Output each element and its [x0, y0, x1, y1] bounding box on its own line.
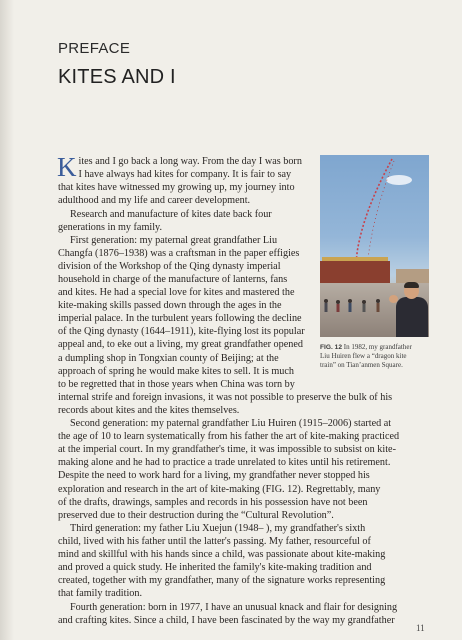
text-line: kite-making skills passed down through the ages in the	[58, 300, 282, 312]
text-line: preserved due to their destruction during the “Cultural Revolution”.	[58, 509, 334, 521]
text-line: exploration and research in the art of kite-making (FIG. 12). Regrettably, many	[58, 483, 381, 495]
text-line: to be regretted that in those years when China was torn by	[58, 378, 295, 390]
paragraph-first-generation-continued	[58, 378, 418, 417]
text-line: and kites. He had a special love for kites and mastered the	[58, 287, 295, 299]
paragraph-first-generation	[58, 234, 314, 378]
text-line: imperial palace. In the turbulent years following the decline	[58, 313, 302, 325]
text-line: at the imperial court. In my grandfather's time, it was impossible to subsist on kite-	[58, 444, 396, 456]
text-line: approach of spring he would make kites to sell. It is much	[58, 365, 294, 377]
text-line: making alone and he had to practice a trade unrelated to kites until his retirement.	[58, 457, 391, 469]
caption-line: train” on Tian’anmen Square.	[320, 360, 403, 369]
side-building	[396, 269, 429, 283]
text-line: I have always had kites for company. It is fair to say	[78, 169, 292, 181]
intro-paragraph	[57, 152, 314, 207]
text-line: of the Qing dynasty (1644–1911), kite-flying lost its popular	[58, 326, 305, 338]
text-line: household in charge of the manufacture of lanterns, fans	[58, 273, 288, 285]
text-line: division of the Workshop of the Qing dynasty imperial	[58, 260, 281, 272]
text-line: Fourth generation: born in 1977, I have an unusual knack and flair for designing	[70, 601, 398, 613]
text-line: Research and manufacture of kites date back four	[70, 208, 272, 220]
text-line: generations in my family.	[58, 221, 163, 233]
crowd	[320, 295, 390, 315]
page-title: KITES AND I	[58, 66, 176, 88]
text-line: Third generation: my father Liu Xuejun (1948– ), my grandfather's sixth	[70, 522, 366, 534]
figure-label: FIG. 12	[320, 344, 342, 351]
text-line: appeal and, to eke out a living, my great grandfather opened	[58, 339, 303, 351]
text-line: Changfa (1876–1938) was a craftsman in the paper effigies	[58, 247, 300, 259]
text-line: Second generation: my paternal grandfather Liu Huiren (1915–2006) started at	[70, 418, 392, 430]
text-line: First generation: my paternal great grandfather Liu	[70, 234, 278, 246]
paragraph-third-generation	[58, 522, 418, 601]
figure-caption	[320, 343, 432, 369]
caption-line: In 1982, my grandfather	[343, 343, 412, 351]
text-line: that kites have witnessed my growing up, my journey into	[58, 182, 295, 194]
text-line: and proved a quick study. He inherited the family's kite-making tradition and	[58, 562, 372, 574]
text-line: records about kites and the kites themselves.	[58, 404, 240, 416]
text-line: of the drafts, drawings, samples and records in his possession have not been	[58, 496, 368, 508]
page-number: 11	[416, 623, 425, 633]
caption-line: Liu Huiren flew a “dragon kite	[320, 352, 407, 361]
text-line: internal strife and foreign invasions, it was not possible to preserve the bulk of his	[58, 391, 393, 403]
kite-flyer-liu-huiren	[396, 283, 428, 337]
text-line: Despite the need to work hard for a living, my grandfather never stopped his	[58, 470, 370, 482]
paragraph-fourth-generation	[58, 601, 418, 627]
drop-cap: K	[57, 152, 77, 182]
text-line: a dumpling shop in Tongxian county of Beijing; at the	[58, 352, 279, 364]
text-line: mind and skillful with his hands since a child, was passionate about kite-making	[58, 549, 386, 561]
text-line: that family tradition.	[58, 588, 143, 600]
text-line: created, together with my grandfather, many of the signature works representing	[58, 575, 386, 587]
section-label: PREFACE	[58, 40, 131, 57]
hand	[389, 295, 398, 303]
text-line: child, lived with his father until the latter's passing. My father, resourceful of	[58, 535, 371, 547]
photo-dragon-kite-tiananmen	[320, 155, 429, 337]
text-line: ites and I go back a long way. From the day I was born	[78, 156, 302, 167]
hair	[404, 282, 419, 288]
text-line: adulthood and my life and career development.	[58, 195, 251, 207]
text-line: and crafting kites. Since a child, I have been fascinated by the way my grandfather	[58, 614, 395, 626]
text-line: the age of 10 to learn systematically from his father the art of kite-making practiced	[58, 431, 400, 443]
paragraph-second-generation	[58, 417, 418, 522]
paragraph-research	[58, 208, 314, 234]
tiananmen-gate	[320, 261, 390, 283]
coat	[396, 297, 428, 337]
page-edge-shadow	[0, 0, 14, 640]
